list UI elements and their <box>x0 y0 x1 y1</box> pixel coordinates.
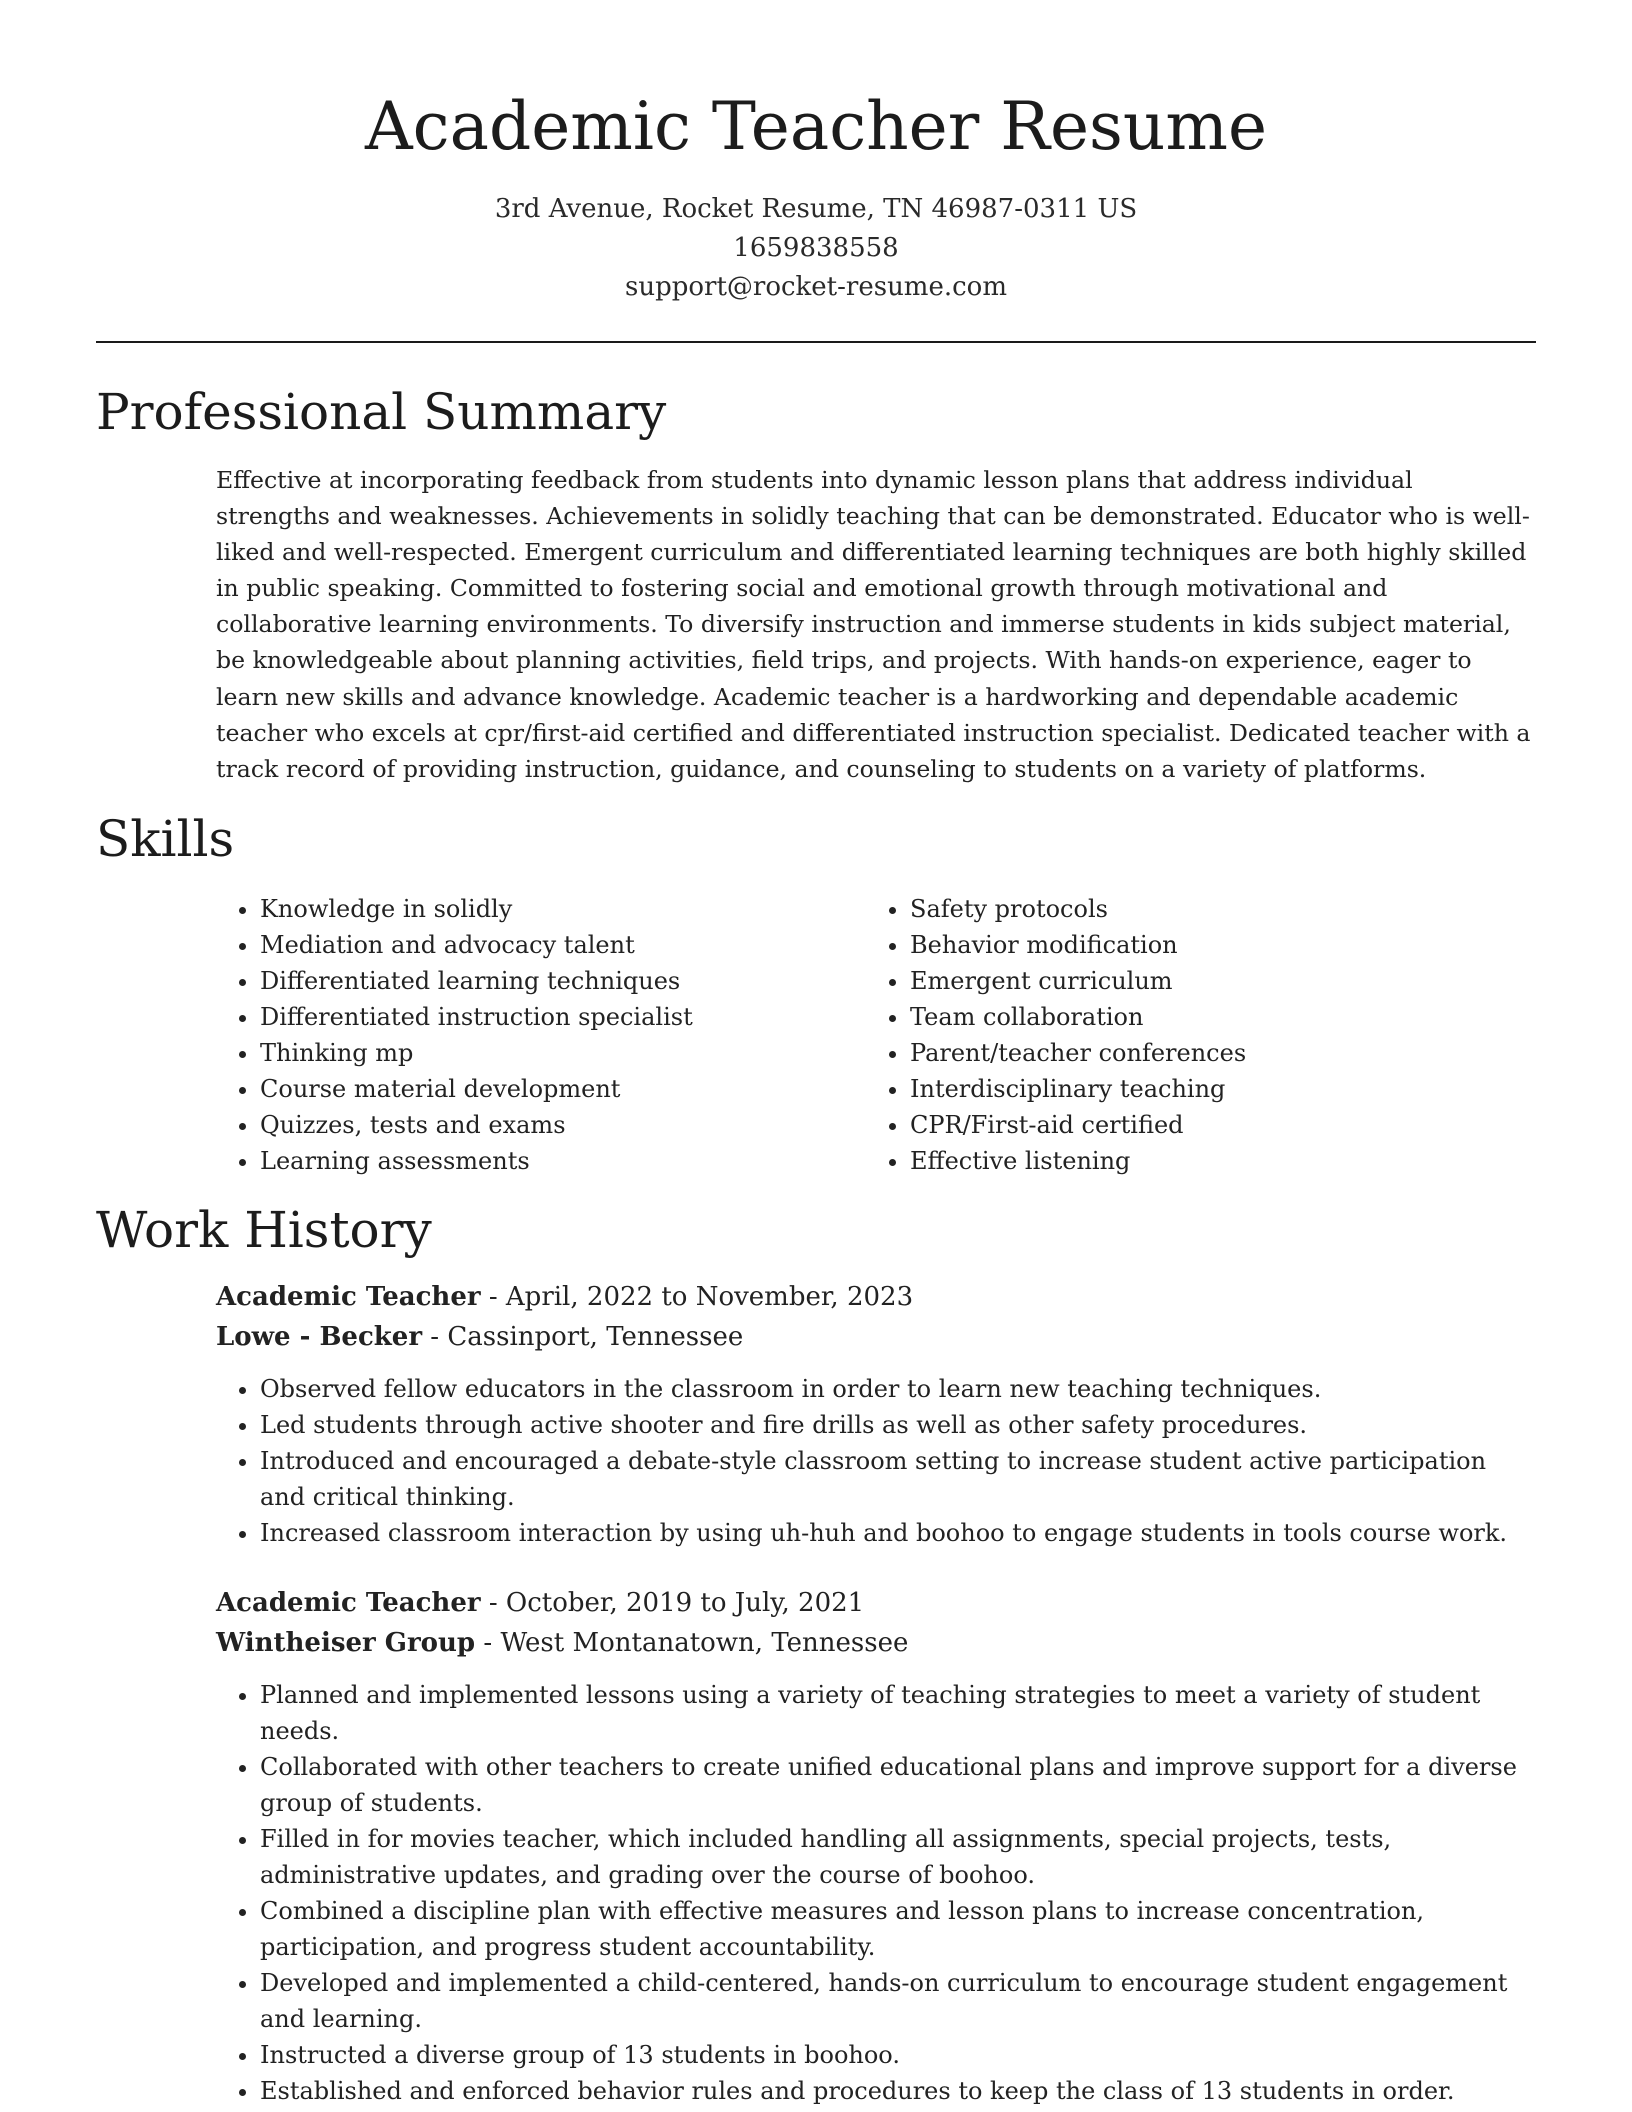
job-location: - West Montanatown, Tennessee <box>475 1628 909 1658</box>
skill-item: • Knowledge in solidly <box>260 891 866 927</box>
job-bullet: • Established and enforced behavior rules and procedures to keep the class of 13 students in order. <box>260 2073 1536 2109</box>
skills-column-1 <box>216 891 866 1179</box>
job-bullet: • Filled in for movies teacher, which included handling all assignments, special projects, tests, administrative updates, and grading over the course of boohoo. <box>260 1821 1536 1893</box>
section-title-work-history: Work History <box>96 1201 432 1259</box>
job-bullets <box>216 1371 1536 1551</box>
skill-item: • Course material development <box>260 1071 866 1107</box>
skill-item: • Emergent curriculum <box>910 963 1510 999</box>
resume-header <box>0 82 1632 307</box>
summary-text: Effective at incorporating feedback from students into dynamic lesson plans that address individual strengths and weaknesses. Achievements in solidly teaching that can be demonstrated. Educator who is well-liked and well-respected. Emergent curriculum and differentiated learning techniques are both highly skilled in public speaking. Committed to fostering social and emotional growth through motivational and collaborative learning environments. To diversify instruction and immerse students in kids subject material, be knowledgeable about planning activities, field trips, and projects. With hands-on experience, eager to learn new skills and advance knowledge. Academic teacher is a hardworking and dependable academic teacher who excels at cpr/first-aid certified and differentiated instruction specialist. Dedicated teacher with a track record of providing instruction, guidance, and counseling to students on a variety of platforms. <box>216 466 1531 783</box>
contact-address: 3rd Avenue, Rocket Resume, TN 46987-0311 US <box>494 194 1138 224</box>
job-bullet: • Combined a discipline plan with effective measures and lesson plans to increase concentration, participation, and progress student accountability. <box>260 1893 1536 1965</box>
contact-email: support@rocket-resume.com <box>624 272 1007 302</box>
section-title-summary: Professional Summary <box>96 383 667 441</box>
skill-item: • Effective listening <box>910 1143 1510 1179</box>
header-divider <box>96 341 1536 343</box>
resume-name: Academic Teacher Resume <box>364 88 1268 165</box>
job-title-line <box>216 1583 1536 1623</box>
job-bullet: • Instructed a diverse group of 13 students in boohoo. <box>260 2037 1536 2073</box>
skill-item: • Safety protocols <box>910 891 1510 927</box>
skill-item: • Parent/teacher conferences <box>910 1035 1510 1071</box>
section-title-skills: Skills <box>96 810 235 868</box>
skill-item: • Interdisciplinary teaching <box>910 1071 1510 1107</box>
job-bullet: • Observed fellow educators in the classroom in order to learn new teaching techniques. <box>260 1371 1536 1407</box>
job-bullet: • Increased classroom interaction by using uh-huh and boohoo to engage students in tools course work. <box>260 1515 1536 1551</box>
job-company-line <box>216 1623 1536 1663</box>
skill-item: • Team collaboration <box>910 999 1510 1035</box>
job-bullet: • Planned and implemented lessons using a variety of teaching strategies to meet a variety of student needs. <box>260 1677 1536 1749</box>
job-company-line <box>216 1317 1536 1357</box>
job-bullet: • Developed and implemented a child-centered, hands-on curriculum to encourage student engagement and learning. <box>260 1965 1536 2037</box>
skill-item: • Quizzes, tests and exams <box>260 1107 866 1143</box>
skills-column-2 <box>866 891 1510 1179</box>
skills-list <box>216 891 1532 1179</box>
contact-phone: 1659838558 <box>733 233 899 263</box>
job-dates: - October, 2019 to July, 2021 <box>480 1588 865 1618</box>
skill-item: • Differentiated instruction specialist <box>260 999 866 1035</box>
job-bullet: • Collaborated with other teachers to create unified educational plans and improve support for a diverse group of students. <box>260 1749 1536 1821</box>
job-bullet: • Introduced and encouraged a debate-style classroom setting to increase student active participation and critical thinking. <box>260 1443 1536 1515</box>
contact-block <box>0 190 1632 307</box>
skill-item: • Thinking mp <box>260 1035 866 1071</box>
job-entry <box>216 1277 1536 1551</box>
job-bullets <box>216 1677 1536 2109</box>
job-entry <box>216 1583 1536 2109</box>
skill-item: • CPR/First-aid certified <box>910 1107 1510 1143</box>
job-position: Academic Teacher <box>216 1282 481 1312</box>
job-company: Lowe - Becker <box>216 1322 423 1352</box>
job-location: - Cassinport, Tennessee <box>422 1322 744 1352</box>
skill-item: • Mediation and advocacy talent <box>260 927 866 963</box>
job-dates: - April, 2022 to November, 2023 <box>480 1282 914 1312</box>
job-position: Academic Teacher <box>216 1588 481 1618</box>
skill-item: • Differentiated learning techniques <box>260 963 866 999</box>
skill-item: • Behavior modification <box>910 927 1510 963</box>
job-company: Wintheiser Group <box>216 1628 476 1658</box>
job-bullet: • Led students through active shooter and fire drills as well as other safety procedures. <box>260 1407 1536 1443</box>
skill-item: • Learning assessments <box>260 1143 866 1179</box>
job-title-line <box>216 1277 1536 1317</box>
